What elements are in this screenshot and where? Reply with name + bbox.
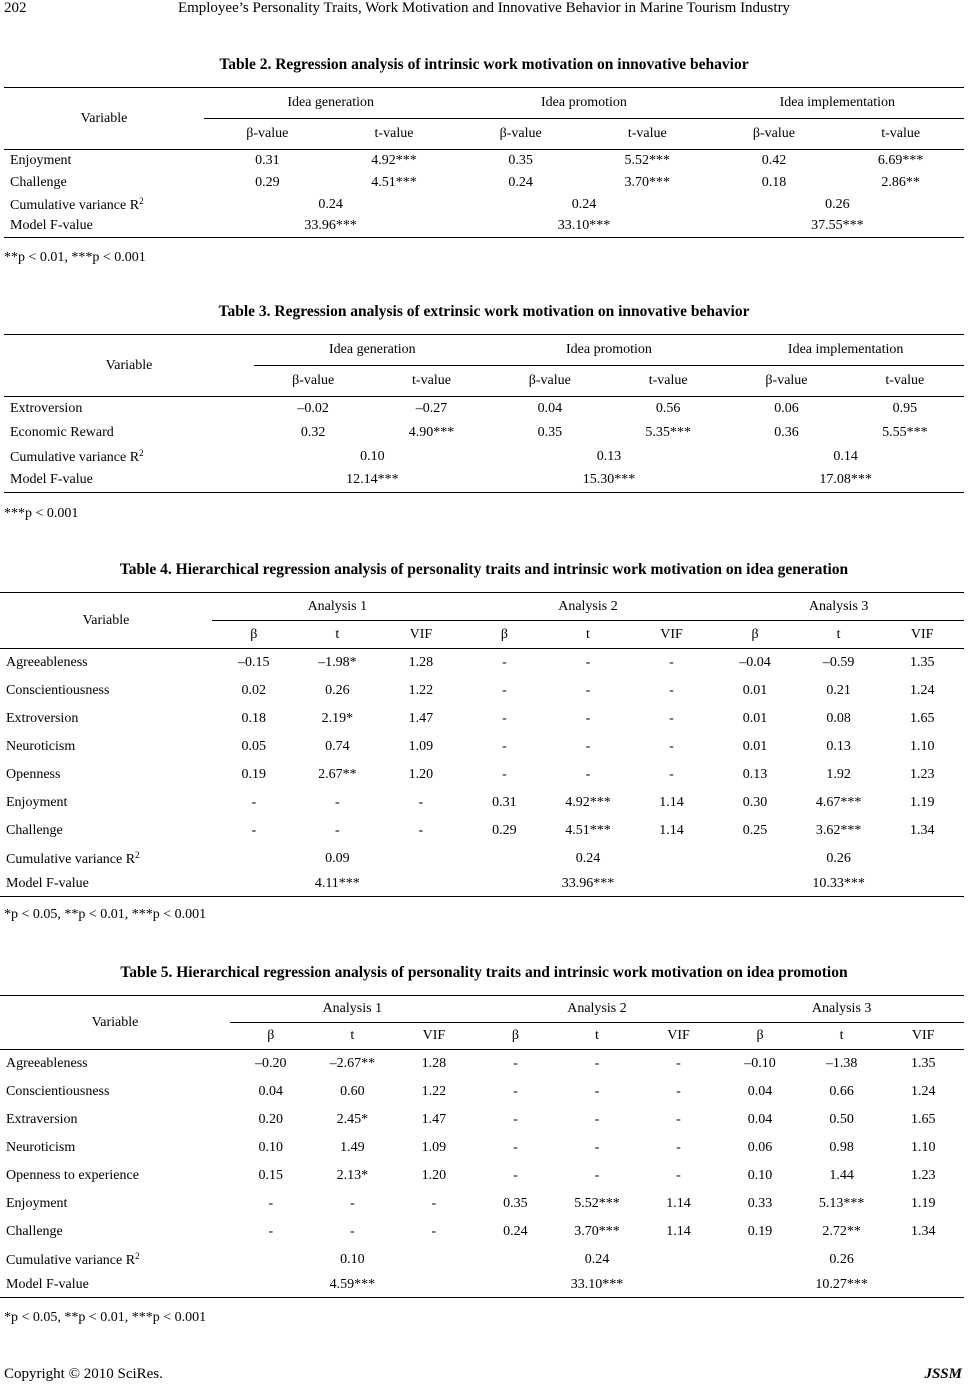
cell: 1.65 xyxy=(910,1111,936,1127)
f-value: 15.30*** xyxy=(491,469,728,493)
f-value: 10.27*** xyxy=(719,1274,964,1298)
table2-caption: Table 2. Regression analysis of intrinsic work motivation on innovative behavior xyxy=(219,56,749,73)
cell: –1.38 xyxy=(825,1055,858,1071)
cell: 1.20 xyxy=(408,766,434,782)
cell: 1.10 xyxy=(909,738,935,754)
cell: 2.72** xyxy=(822,1223,861,1239)
cell: - xyxy=(418,822,424,838)
cell: 3.70*** xyxy=(574,1223,620,1239)
table5 xyxy=(0,995,964,1298)
cell: 0.25 xyxy=(742,822,768,838)
cell: –0.02 xyxy=(297,400,329,416)
variable-header: Variable xyxy=(0,996,230,1050)
cell: - xyxy=(502,710,507,726)
row-label: Challenge xyxy=(10,174,67,190)
cell: 0.04 xyxy=(747,1111,773,1127)
cell: 4.51*** xyxy=(565,822,611,838)
cell: 0.01 xyxy=(742,710,768,726)
cell: 0.24 xyxy=(508,174,533,190)
cell: 0.29 xyxy=(255,174,280,190)
cell: 1.14 xyxy=(666,1223,691,1239)
cell: - xyxy=(513,1055,518,1071)
cell: - xyxy=(585,654,591,670)
subheader: t-value xyxy=(584,119,711,150)
table-row xyxy=(4,397,964,421)
cell: 0.24 xyxy=(503,1223,528,1239)
cell: 6.69*** xyxy=(877,152,924,168)
r2-value: 0.24 xyxy=(584,1251,610,1267)
cell: 0.98 xyxy=(829,1139,854,1155)
subheader: VIF xyxy=(880,621,964,649)
r2-label: Cumulative variance $R^2$ xyxy=(6,849,140,867)
table-row xyxy=(0,845,964,873)
cell: 0.31 xyxy=(492,794,517,810)
cell: 0.35 xyxy=(503,1195,528,1211)
group-header: Idea implementation xyxy=(711,88,964,119)
cell: - xyxy=(513,1139,518,1155)
r2-value: 0.24 xyxy=(571,196,597,212)
subheader: β xyxy=(475,1023,557,1050)
cell: 5.13*** xyxy=(818,1195,865,1211)
cell: 0.29 xyxy=(492,822,517,838)
table-row xyxy=(0,817,964,845)
cell: - xyxy=(676,1055,681,1071)
cell: 5.52*** xyxy=(624,152,671,168)
subheader: VIF xyxy=(630,621,714,649)
group-header: Analysis 3 xyxy=(719,996,964,1023)
cell: 5.55*** xyxy=(882,424,928,440)
cell: –0.27 xyxy=(415,400,448,416)
cell: –0.10 xyxy=(744,1055,776,1071)
group-header: Idea promotion xyxy=(457,88,710,119)
r2-value: 0.26 xyxy=(825,196,850,212)
cell: - xyxy=(334,794,340,810)
f-value: 4.11*** xyxy=(212,873,463,897)
r2-value: 0.26 xyxy=(829,1251,854,1267)
cell: 1.49 xyxy=(340,1139,365,1155)
row-label: Challenge xyxy=(6,1223,63,1239)
cell: 0.08 xyxy=(826,710,851,726)
subheader: t-value xyxy=(372,366,490,397)
subheader: t-value xyxy=(609,366,727,397)
table-row xyxy=(0,1274,964,1298)
cell: 1.14 xyxy=(659,794,684,810)
cell: 0.56 xyxy=(655,400,681,416)
cell: –0.04 xyxy=(739,654,771,670)
subheader: t xyxy=(296,621,380,649)
subheader: VIF xyxy=(638,1023,720,1050)
cell: 1.47 xyxy=(421,1111,447,1127)
cell: 0.42 xyxy=(761,152,787,168)
cell: 2.67** xyxy=(318,766,357,782)
subheader: β xyxy=(212,621,296,649)
cell: 1.19 xyxy=(909,794,935,810)
cell: 1.34 xyxy=(910,1223,936,1239)
table-row xyxy=(0,1246,964,1274)
row-label: Neuroticism xyxy=(6,1139,76,1155)
subheader: β-value xyxy=(727,366,845,397)
cell: - xyxy=(676,1111,681,1127)
table3-note: ***p < 0.001 xyxy=(4,506,79,521)
subheader: t xyxy=(797,621,881,649)
subheader: t xyxy=(556,1023,638,1050)
r2-value: 0.24 xyxy=(318,196,343,212)
cell: 0.13 xyxy=(742,766,768,782)
cell: 0.06 xyxy=(747,1139,773,1155)
subheader: β-value xyxy=(204,119,331,150)
cell: 1.19 xyxy=(910,1195,936,1211)
subheader: t-value xyxy=(837,119,964,150)
r2-value: 0.10 xyxy=(340,1251,365,1267)
cell: 0.04 xyxy=(537,400,563,416)
table-row xyxy=(0,789,964,817)
table5-caption: Table 5. Hierarchical regression analysis of personality traits and intrinsic work motivation on idea promotion xyxy=(120,964,848,981)
table4-caption: Table 4. Hierarchical regression analysis of personality traits and intrinsic work motivation on idea generation xyxy=(119,561,849,578)
table-row xyxy=(4,172,964,194)
cell: 0.04 xyxy=(258,1083,284,1099)
copyright: Copyright © 2010 SciRes. xyxy=(4,1366,163,1382)
cell: 3.62*** xyxy=(815,822,862,838)
cell: - xyxy=(585,710,591,726)
table2 xyxy=(4,87,964,238)
cell: 2.19* xyxy=(321,710,354,726)
row-label: Openness to experience xyxy=(6,1167,139,1183)
cell: 0.05 xyxy=(241,738,267,754)
cell: 0.10 xyxy=(747,1167,773,1183)
table4 xyxy=(0,592,964,897)
group-header: Idea implementation xyxy=(727,335,964,366)
table-row xyxy=(4,469,964,493)
cell: - xyxy=(669,654,674,670)
f-value: 10.33*** xyxy=(713,873,964,897)
cell: 0.18 xyxy=(241,710,267,726)
cell: 0.19 xyxy=(747,1223,773,1239)
cell: 2.86** xyxy=(881,174,920,190)
cell: 1.09 xyxy=(408,738,434,754)
cell: 1.24 xyxy=(910,1083,936,1099)
row-label: Conscientiousness xyxy=(6,682,110,698)
f-value: 33.10*** xyxy=(457,216,710,238)
table-row xyxy=(0,1162,964,1190)
cell: - xyxy=(502,654,507,670)
table-row xyxy=(0,705,964,733)
cell: 1.22 xyxy=(408,682,434,698)
cell: –2.67** xyxy=(329,1055,376,1071)
cell: - xyxy=(251,794,257,810)
cell: 5.35*** xyxy=(645,424,691,440)
subheader: VIF xyxy=(379,621,463,649)
group-header: Idea generation xyxy=(254,335,491,366)
group-header: Idea promotion xyxy=(491,335,728,366)
r2-value: 0.14 xyxy=(833,448,858,464)
f-value: 33.96*** xyxy=(463,873,714,897)
cell: - xyxy=(669,738,674,754)
cell: –0.20 xyxy=(255,1055,287,1071)
journal-name: JSSM xyxy=(924,1366,962,1382)
cell: 1.22 xyxy=(421,1083,447,1099)
cell: 0.95 xyxy=(892,400,918,416)
cell: - xyxy=(268,1223,274,1239)
cell: 4.92*** xyxy=(565,794,611,810)
cell: 1.34 xyxy=(909,822,935,838)
r2-label: Cumulative variance $R^2$ xyxy=(10,195,144,213)
row-label: Enjoyment xyxy=(6,1195,68,1211)
cell: 0.20 xyxy=(258,1111,284,1127)
cell: - xyxy=(251,822,257,838)
subheader: VIF xyxy=(882,1023,964,1050)
r2-value: 0.26 xyxy=(826,850,851,866)
subheader: β xyxy=(230,1023,312,1050)
group-header: Analysis 1 xyxy=(212,593,463,621)
cell: - xyxy=(594,1111,600,1127)
cell: - xyxy=(585,766,591,782)
cell: 0.02 xyxy=(241,682,267,698)
row-label: Extraversion xyxy=(6,1111,78,1127)
cell: 4.67*** xyxy=(815,794,862,810)
cell: 0.74 xyxy=(325,738,350,754)
cell: - xyxy=(594,1055,600,1071)
page-number: 202 xyxy=(4,0,27,16)
cell: 0.18 xyxy=(761,174,787,190)
table-row xyxy=(0,1190,964,1218)
row-label: Challenge xyxy=(6,822,63,838)
cell: 0.19 xyxy=(241,766,267,782)
cell: 0.30 xyxy=(742,794,768,810)
r2-label: Cumulative variance $R^2$ xyxy=(6,1250,140,1268)
cell: 0.36 xyxy=(774,424,799,440)
cell: - xyxy=(594,1083,600,1099)
cell: - xyxy=(334,822,340,838)
cell: 1.28 xyxy=(408,654,434,670)
f-value: 17.08*** xyxy=(727,469,964,493)
cell: 1.47 xyxy=(408,710,434,726)
cell: - xyxy=(669,710,674,726)
subheader: β-value xyxy=(711,119,838,150)
cell: - xyxy=(349,1195,355,1211)
cell: 1.44 xyxy=(829,1167,854,1183)
cell: - xyxy=(585,682,591,698)
cell: - xyxy=(676,1139,681,1155)
table4-note: *p < 0.05, **p < 0.01, ***p < 0.001 xyxy=(4,907,207,922)
cell: - xyxy=(594,1167,600,1183)
running-title: Employee’s Personality Traits, Work Motivation and Innovative Behavior in Marine Tourism Industry xyxy=(177,0,791,16)
cell: 1.14 xyxy=(666,1195,691,1211)
table-row xyxy=(0,1106,964,1134)
cell: - xyxy=(669,766,674,782)
f-value: 33.96*** xyxy=(204,216,457,238)
cell: 0.15 xyxy=(258,1167,284,1183)
cell: 1.14 xyxy=(659,822,684,838)
row-label: Agreeableness xyxy=(6,1055,88,1071)
subheader: t xyxy=(546,621,630,649)
f-label: Model F-value xyxy=(0,1274,230,1298)
row-label: Economic Reward xyxy=(10,424,114,440)
r2-label: Cumulative variance $R^2$ xyxy=(10,447,144,465)
cell: 0.35 xyxy=(508,152,533,168)
f-label: Model F-value xyxy=(4,469,254,493)
subheader: t xyxy=(801,1023,883,1050)
cell: 0.01 xyxy=(742,738,768,754)
table-row xyxy=(4,216,964,238)
cell: –0.59 xyxy=(822,654,855,670)
cell: 0.31 xyxy=(255,152,280,168)
f-value: 4.59*** xyxy=(230,1274,475,1298)
variable-header: Variable xyxy=(4,335,254,397)
cell: - xyxy=(268,1195,274,1211)
cell: –1.98* xyxy=(318,654,357,670)
cell: 1.24 xyxy=(909,682,935,698)
subheader: β-value xyxy=(457,119,584,150)
group-header: Analysis 3 xyxy=(713,593,964,621)
row-label: Enjoyment xyxy=(10,152,72,168)
subheader: t xyxy=(312,1023,394,1050)
subheader: β xyxy=(713,621,797,649)
cell: - xyxy=(502,766,507,782)
cell: - xyxy=(669,682,674,698)
cell: - xyxy=(502,682,507,698)
subheader: t-value xyxy=(846,366,964,397)
cell: 2.13* xyxy=(336,1167,369,1183)
cell: - xyxy=(585,738,591,754)
cell: 1.09 xyxy=(421,1139,447,1155)
cell: - xyxy=(431,1223,437,1239)
subheader: β xyxy=(463,621,547,649)
f-value: 33.10*** xyxy=(475,1274,720,1298)
cell: 1.20 xyxy=(421,1167,447,1183)
variable-header: Variable xyxy=(4,88,204,150)
r2-value: 0.09 xyxy=(325,850,350,866)
cell: 2.45* xyxy=(336,1111,369,1127)
cell: 0.35 xyxy=(537,424,563,440)
table3-caption: Table 3. Regression analysis of extrinsic work motivation on innovative behavior xyxy=(218,303,750,320)
cell: - xyxy=(349,1223,355,1239)
cell: 1.35 xyxy=(910,1055,936,1071)
r2-value: 0.10 xyxy=(360,448,385,464)
f-label: Model F-value xyxy=(4,216,204,238)
table2-note: **p < 0.01, ***p < 0.001 xyxy=(4,250,146,265)
table3 xyxy=(4,334,964,493)
cell: - xyxy=(431,1195,437,1211)
table-row xyxy=(4,445,964,469)
cell: 0.13 xyxy=(826,738,851,754)
table-row xyxy=(4,421,964,445)
table-row xyxy=(0,677,964,705)
running-header xyxy=(0,0,968,24)
cell: 1.23 xyxy=(910,1167,936,1183)
r2-value: 0.13 xyxy=(596,448,622,464)
cell: 1.35 xyxy=(909,654,935,670)
group-header: Analysis 2 xyxy=(475,996,720,1023)
f-value: 12.14*** xyxy=(254,469,491,493)
table-row xyxy=(0,1050,964,1078)
variable-header: Variable xyxy=(0,593,212,649)
cell: 0.33 xyxy=(747,1195,773,1211)
cell: - xyxy=(513,1167,518,1183)
cell: 0.50 xyxy=(829,1111,854,1127)
cell: 4.51*** xyxy=(371,174,417,190)
table-row xyxy=(4,194,964,216)
cell: - xyxy=(418,794,424,810)
subheader: β-value xyxy=(254,366,372,397)
cell: 5.52*** xyxy=(574,1195,620,1211)
row-label: Openness xyxy=(6,766,61,782)
cell: –0.15 xyxy=(238,654,270,670)
cell: - xyxy=(513,1083,518,1099)
cell: - xyxy=(513,1111,518,1127)
cell: - xyxy=(676,1083,681,1099)
group-header: Analysis 1 xyxy=(230,996,475,1023)
cell: 0.01 xyxy=(742,682,768,698)
cell: 1.23 xyxy=(909,766,935,782)
f-value: 37.55*** xyxy=(711,216,964,238)
cell: 4.92*** xyxy=(371,152,417,168)
subheader: t-value xyxy=(331,119,458,150)
cell: 1.92 xyxy=(826,766,851,782)
table-row xyxy=(0,1078,964,1106)
table-row xyxy=(0,1134,964,1162)
table-row xyxy=(0,733,964,761)
cell: 0.21 xyxy=(826,682,851,698)
row-label: Conscientiousness xyxy=(6,1083,110,1099)
cell: 1.10 xyxy=(910,1139,936,1155)
cell: 0.04 xyxy=(747,1083,773,1099)
subheader: β-value xyxy=(491,366,609,397)
cell: 0.66 xyxy=(829,1083,854,1099)
cell: 4.90*** xyxy=(408,424,455,440)
table-row xyxy=(0,1218,964,1246)
cell: - xyxy=(594,1139,600,1155)
cell: 0.06 xyxy=(774,400,799,416)
cell: - xyxy=(502,738,507,754)
table5-note: *p < 0.05, **p < 0.01, ***p < 0.001 xyxy=(4,1310,207,1325)
cell: 0.32 xyxy=(300,424,326,440)
cell: 1.65 xyxy=(909,710,935,726)
cell: 0.10 xyxy=(258,1139,284,1155)
f-label: Model F-value xyxy=(0,873,212,897)
table-row xyxy=(0,761,964,789)
r2-value: 0.24 xyxy=(575,850,601,866)
group-header: Idea generation xyxy=(204,88,457,119)
cell: 1.28 xyxy=(421,1055,447,1071)
row-label: Agreeableness xyxy=(6,654,88,670)
table-row xyxy=(4,150,964,172)
table-row xyxy=(0,873,964,897)
row-label: Enjoyment xyxy=(6,794,68,810)
table-row xyxy=(0,649,964,677)
cell: - xyxy=(676,1167,681,1183)
cell: 0.26 xyxy=(325,682,350,698)
row-label: Extroversion xyxy=(10,400,83,416)
row-label: Neuroticism xyxy=(6,738,76,754)
cell: 0.60 xyxy=(340,1083,365,1099)
group-header: Analysis 2 xyxy=(463,593,714,621)
subheader: β xyxy=(719,1023,801,1050)
subheader: VIF xyxy=(393,1023,475,1050)
cell: 3.70*** xyxy=(624,174,671,190)
row-label: Extroversion xyxy=(6,710,79,726)
